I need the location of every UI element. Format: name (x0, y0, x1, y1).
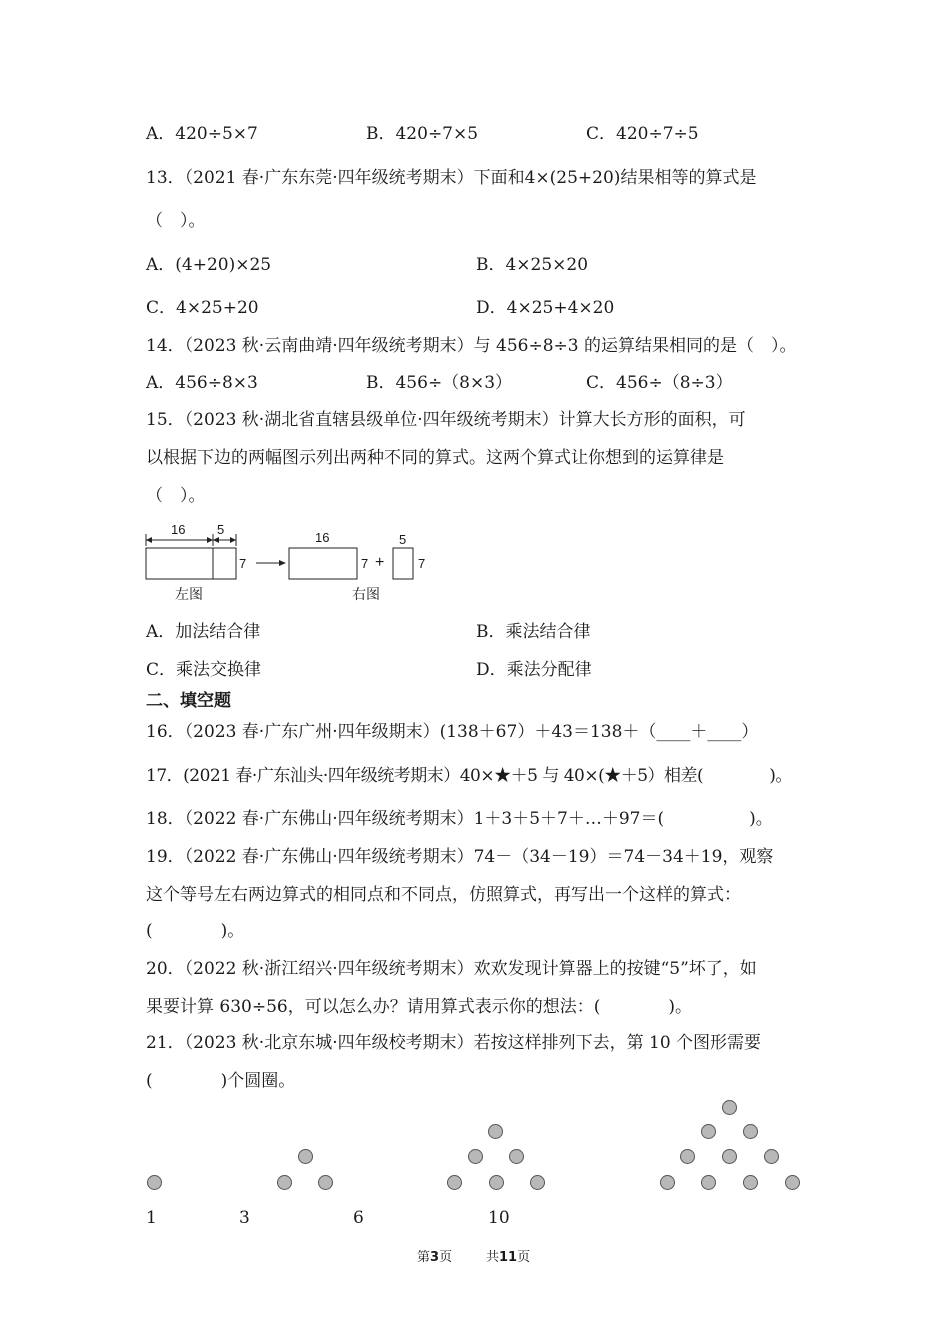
q20-line1: 20．（2022 秋·浙江绍兴·四年级统考期末）欢欢发现计算器上的按键“5”坏了，如 (146, 959, 757, 979)
label-5b: 5 (399, 532, 407, 547)
label-5: 5 (217, 522, 225, 537)
q14-stem: 14．（2023 秋·云南曲靖·四年级统考期末）与 456÷8÷3 的运算结果相同的是（ ）。 (146, 336, 797, 356)
q15-option-d: D．乘法分配律 (476, 660, 592, 680)
q12-option-a: A．420÷5×7 (146, 124, 258, 144)
left-big-rect (146, 548, 213, 579)
count-10: 10 (488, 1208, 510, 1228)
q13-option-b: B．4×25×20 (476, 255, 589, 275)
q15-line2: 以根据下边的两幅图示列出两种不同的算式。这两个算式让你想到的运算律是 (146, 448, 724, 468)
count-3: 3 (239, 1208, 250, 1228)
q15-blank: （ ）。 (146, 486, 206, 506)
page-number: 第3页 (417, 1250, 453, 1265)
q14-option-a: A．456÷8×3 (146, 373, 258, 393)
q19-line3: ( )。 (146, 921, 245, 941)
label-7: 7 (239, 556, 247, 571)
left-figure (146, 534, 413, 579)
q19-line2: 这个等号左右两边算式的相同点和不同点，仿照算式，再写出一个这样的算式： (146, 885, 741, 905)
label-16b: 16 (315, 530, 330, 545)
count-1: 1 (146, 1208, 157, 1228)
q15-option-b: B．乘法结合律 (476, 622, 591, 642)
q13-option-d: D．4×25+4×20 (476, 298, 615, 318)
q15-line1: 15．（2023 秋·湖北省直辖县级单位·四年级统考期末）计算大长方形的面积，可 (146, 410, 746, 430)
right-big-rect (289, 548, 357, 579)
plus-sign: + (375, 554, 385, 571)
label-16: 16 (171, 522, 186, 537)
q15-option-a: A．加法结合律 (146, 622, 261, 642)
left-figure-label: 左图 (175, 586, 203, 602)
q16: 16．（2023 春·广东广州·四年级期末）(138＋67）＋43＝138＋（____＋____） (146, 722, 759, 742)
q15-option-c: C．乘法交换律 (146, 660, 262, 680)
q21-line2: ( )个圆圈。 (146, 1071, 296, 1091)
q14-option-c: C．456÷（8÷3） (586, 373, 733, 393)
total-pages: 共11页 (486, 1250, 531, 1265)
q18: 18．（2022 春·广东佛山·四年级统考期末）1＋3＋5＋7＋…＋97＝( )。 (146, 809, 773, 829)
q21-line1: 21．（2023 秋·北京东城·四年级校考期末）若按这样排列下去，第 10 个图形需要 (146, 1033, 762, 1053)
right-figure-label: 右图 (352, 586, 380, 602)
label-7c: 7 (418, 556, 426, 571)
right-small-rect (393, 548, 413, 579)
q17: 17．(2021 春·广东汕头·四年级统考期末）40×★＋5 与 40×(★＋5）相差( )。 (146, 766, 792, 786)
q13-stem: 13．（2021 春·广东东莞·四年级统考期末）下面和4×(25+20)结果相等的算式是 (146, 168, 757, 188)
q13-option-a: A．(4+20)×25 (146, 255, 272, 275)
q12-option-b: B．420÷7×5 (366, 124, 479, 144)
section-heading: 二、填空题 (146, 691, 231, 711)
q12-option-c: C．420÷7÷5 (586, 124, 699, 144)
left-small-rect (213, 548, 236, 579)
q20-line2: 果要计算 630÷56，可以怎么办？请用算式表示你的想法：( )。 (146, 997, 692, 1017)
label-7b: 7 (361, 556, 369, 571)
count-6: 6 (353, 1208, 364, 1228)
q13-option-c: C．4×25+20 (146, 298, 259, 318)
q14-option-b: B．456÷（8×3） (366, 373, 513, 393)
q19-line1: 19．（2022 春·广东佛山·四年级统考期末）74－（34－19）＝74－34＋19，观察 (146, 847, 774, 867)
q13-blank: （ ）。 (146, 211, 206, 231)
